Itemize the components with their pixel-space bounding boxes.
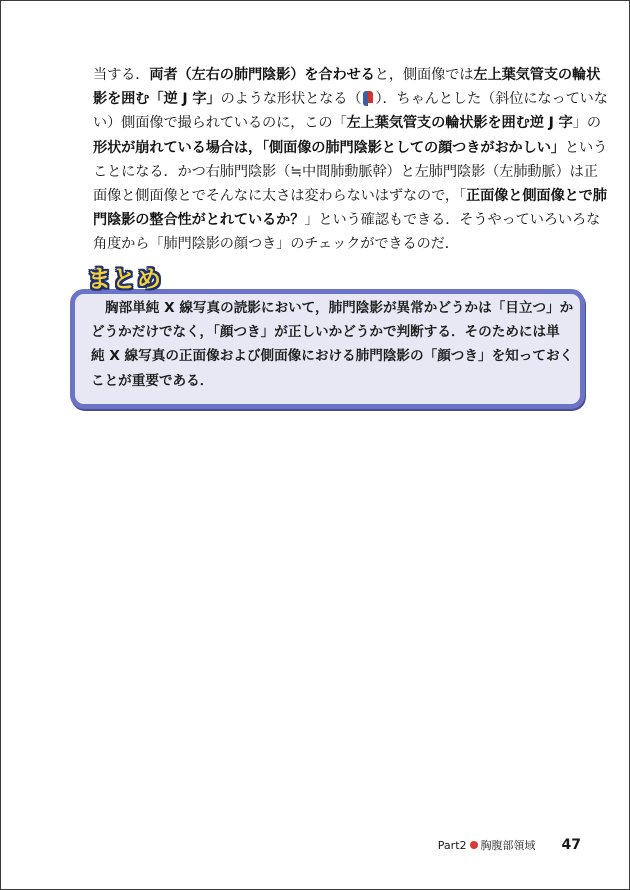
bold-text: 左上葉気管支の輪状影を囲む逆 J 字 — [346, 115, 573, 132]
summary-text — [91, 296, 574, 393]
text-line: 影を囲む「逆 J 字」のような形状となる（ ）．ちゃんとした（斜位になっていな — [93, 91, 608, 108]
bold-text: 門陰影の整合性がとれているか？ — [93, 212, 305, 229]
bullet-dot-icon — [470, 841, 478, 849]
summary-line: ことが重要である． — [91, 372, 214, 389]
text-line: 当する．両者（左右の肺門陰影）を合わせると，側面像では左上葉気管支の輪状 — [93, 67, 601, 83]
bold-text: 両者（左右の肺門陰影）を合わせる — [149, 67, 375, 83]
text-line: 門陰影の整合性がとれているか？」という確認もできる．そうやっていろいろな — [93, 212, 601, 229]
summary-title: まとめ — [87, 265, 162, 293]
page-number: 47 — [561, 837, 581, 853]
bold-text: 影を囲む「逆 J 字」 — [93, 91, 221, 108]
bold-text: 正面像と側面像とで肺 — [465, 187, 607, 204]
page-footer — [438, 837, 581, 853]
text-line: 形状が崩れている場合は，「側面像の肺門陰影としての顔つきがおかしい」という — [93, 139, 608, 156]
summary-line: 純 X 線写真の正面像および側面像における肺門陰影の「顔つき」を知っておく — [91, 348, 574, 365]
summary-line: 胸部単純 X 線写真の読影において，肺門陰影が異常かどうかは「目立つ」か — [105, 300, 574, 316]
bold-text: 形状が崩れている場合は，「側面像の肺門陰影としての顔つきがおかしい」 — [93, 139, 565, 156]
text-line: ことになる．かつ右肺門陰影（≒中間肺動脈幹）と左肺門陰影（左肺動脈）は正 — [93, 163, 598, 180]
body-paragraph — [93, 63, 608, 257]
bold-text: 左上葉気管支の輪状 — [473, 67, 601, 83]
footer-section: 胸腹部領域 — [480, 839, 536, 852]
footer-part: Part2 — [437, 838, 467, 852]
text-line: い）側面像で撮られているのに，この「左上葉気管支の輪状影を囲む逆 J 字」の — [93, 115, 601, 132]
j-shape-icon — [362, 91, 374, 106]
text-line: 角度から「肺門陰影の顔つき」のチェックができるのだ． — [93, 236, 459, 253]
summary-line: どうかだけでなく，「顔つき」が正しいかどうかで判断する．そのためには単 — [91, 324, 560, 341]
text-line: 面像と側面像とでそんなに太さは変わらないはずなので，「正面像と側面像とで肺 — [93, 187, 607, 204]
